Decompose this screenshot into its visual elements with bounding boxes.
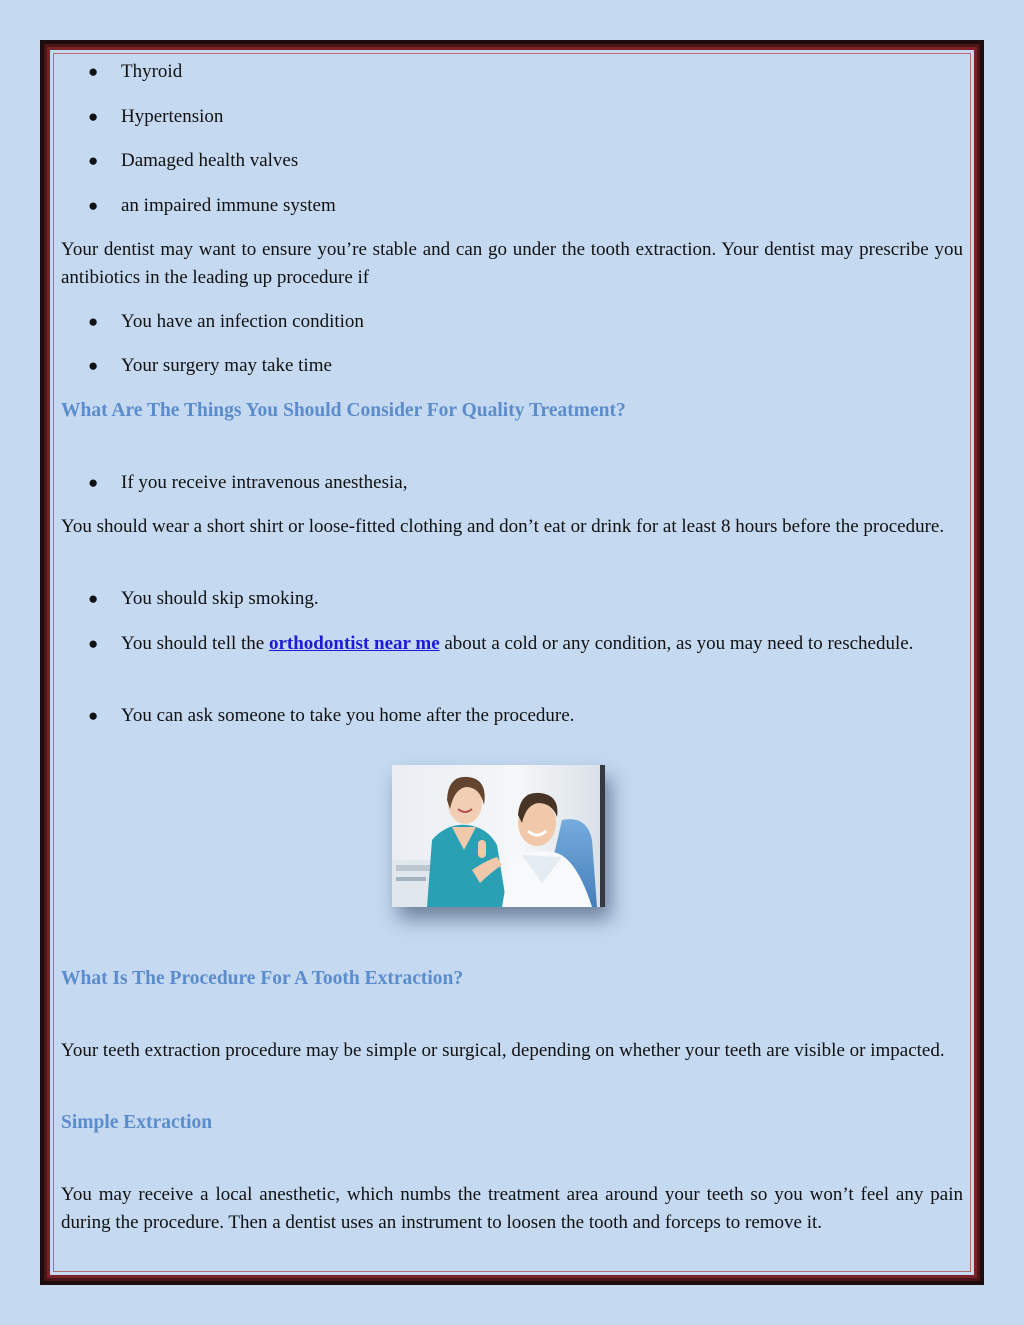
list-item-text-end: about a cold or any condition, as you may need to reschedule. xyxy=(439,633,914,654)
list-item-text-start: You should tell the xyxy=(121,633,269,654)
bullet-icon: ● xyxy=(88,589,99,608)
list-item-text xyxy=(121,630,963,658)
bullet-icon: ● xyxy=(88,196,99,215)
heading-quality-treatment: What Are The Things You Should Consider For Quality Treatment? xyxy=(61,400,626,421)
list-item-text: Thyroid xyxy=(121,61,183,82)
bullet-icon: ● xyxy=(88,151,99,170)
page-border-outer xyxy=(40,40,984,1285)
bullet-icon: ● xyxy=(88,312,99,331)
orthodontist-link[interactable]: orthodontist near me xyxy=(268,633,440,654)
bullet-icon: ● xyxy=(88,634,99,653)
list-item-text: Your surgery may take time xyxy=(121,355,332,376)
bullet-icon: ● xyxy=(88,107,99,126)
photo-illustration xyxy=(392,765,605,907)
heading-procedure: What Is The Procedure For A Tooth Extraction? xyxy=(61,968,464,989)
list-item-text: You can ask someone to take you home after the procedure. xyxy=(121,705,575,726)
list-item-text: You have an infection condition xyxy=(121,311,364,332)
list-item-text: Hypertension xyxy=(121,106,224,127)
page-border-middle xyxy=(47,47,977,1278)
heading-simple-extraction: Simple Extraction xyxy=(61,1112,213,1133)
bullet-icon: ● xyxy=(88,706,99,725)
paragraph-stable: Your dentist may want to ensure you’re stable and can go under the tooth extraction. Your dentist may prescribe you antibiotics in the leading up procedure if xyxy=(61,239,963,288)
paragraph-clothing: You should wear a short shirt or loose-fitted clothing and don’t eat or drink for at least 8 hours before the procedure. xyxy=(61,516,945,537)
paragraph-procedure: Your teeth extraction procedure may be simple or surgical, depending on whether your teeth are visible or impacted. xyxy=(61,1040,945,1061)
list-item-text: Damaged health valves xyxy=(121,150,299,171)
list-item-text: an impaired immune system xyxy=(121,195,336,216)
dentist-patient-photo xyxy=(392,765,605,907)
bullet-icon: ● xyxy=(88,356,99,375)
list-item-text: If you receive intravenous anesthesia, xyxy=(121,472,408,493)
bullet-icon: ● xyxy=(88,473,99,492)
bullet-icon: ● xyxy=(88,62,99,81)
list-item-text: You should skip smoking. xyxy=(121,588,319,609)
paragraph-simple-extraction: You may receive a local anesthetic, which numbs the treatment area around your teeth so you won’t feel any pain during the procedure. Then a dentist uses an instrument to loosen the tooth and forceps to remove it. xyxy=(61,1184,963,1233)
